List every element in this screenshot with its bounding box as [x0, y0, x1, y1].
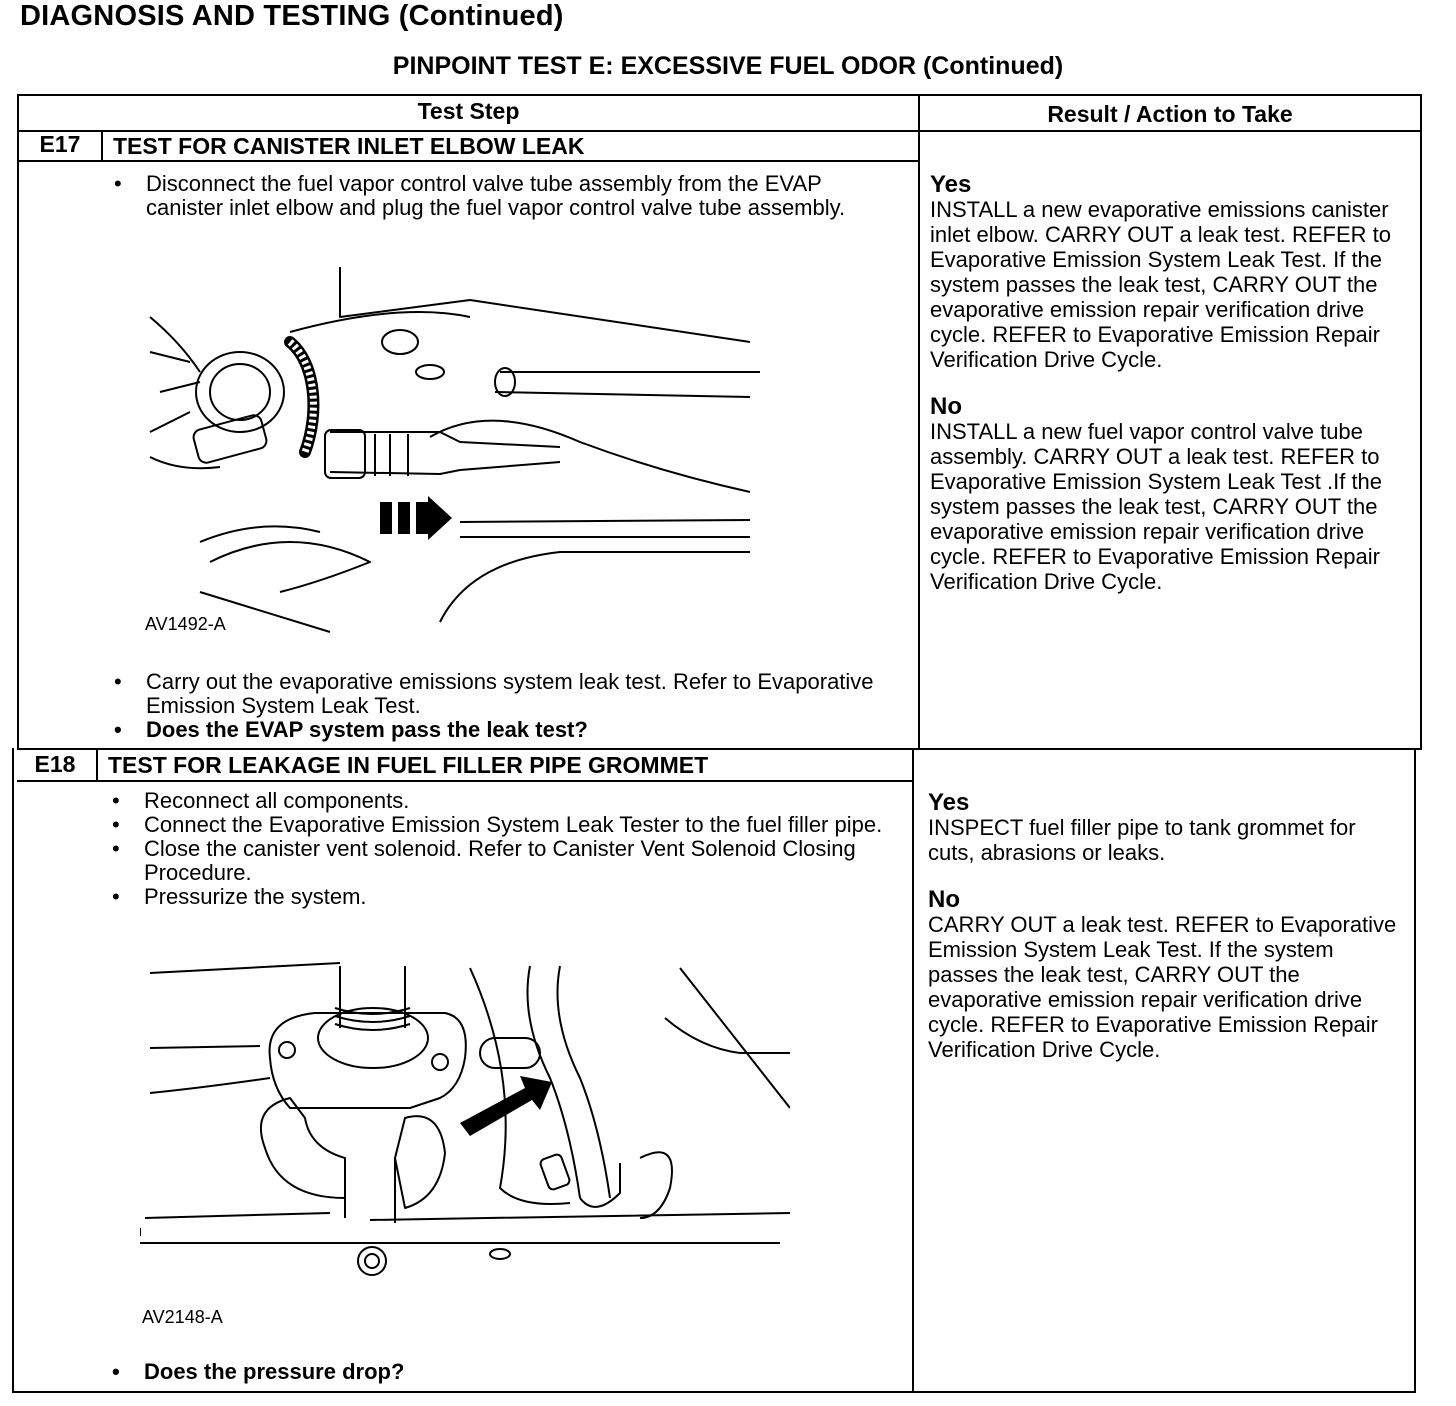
e18-bullets-top	[106, 789, 886, 909]
e17-title-bottom-border	[17, 160, 920, 162]
e17-yes-action: INSTALL a new evaporative emissions canister inlet elbow. CARRY OUT a leak test. REFER to Evaporative Emission System Leak Test. If the system passes the leak test, CARRY OUT the evaporative emission repair verification drive cycle. REFER to Evaporative Emission Repair Verification Drive Cycle.	[930, 197, 1391, 372]
e18-flange-hole-right	[432, 1054, 448, 1070]
e17-no-action: INSTALL a new fuel vapor control valve tube assembly. CARRY OUT a leak test. REFER to Evaporative Emission System Leak Test .If the system passes the leak test, CARRY OUT the evaporative emission repair verification drive cycle. REFER to Evaporative Emission Repair Verification Drive Cycle.	[930, 419, 1383, 594]
e18-grommet-right	[395, 1116, 445, 1208]
table-right-border-upper	[1420, 94, 1422, 750]
e18-tank-contour	[470, 968, 570, 1204]
e17-id-divider	[101, 130, 103, 162]
e17-connector	[192, 414, 268, 465]
e17-bullet-leak-test: • Carry out the evaporative emissions system leak test. Refer to Evaporative Emission System Leak Test.	[108, 670, 888, 718]
e17-step-id: E17	[39, 131, 81, 157]
page-title: DIAGNOSIS AND TESTING (Continued)	[20, 0, 564, 32]
e18-question: • Does the pressure drop?	[106, 1360, 886, 1384]
e18-grommet-left	[261, 1098, 345, 1198]
column-divider-lower	[912, 748, 914, 1393]
e18-clamp	[345, 1158, 395, 1223]
e18-figure-label: AV2148-A	[142, 1307, 223, 1327]
e18-pipe-collar	[318, 1008, 428, 1068]
header-bottom-border	[17, 130, 1422, 132]
e18-tank-lower	[140, 1228, 780, 1243]
e17-yes-label: Yes	[930, 171, 972, 198]
header-result-action: Result / Action to Take	[1047, 101, 1293, 127]
e17-result	[930, 172, 1415, 594]
column-divider-upper	[918, 94, 920, 750]
e17-bottom-border	[17, 748, 1422, 750]
e18-filler-pipe	[340, 966, 405, 1028]
e17-illustration	[140, 262, 790, 642]
pinpoint-test-title: PINPOINT TEST E: EXCESSIVE FUEL ODOR (Continued)	[392, 52, 1064, 80]
e17-bullets-bottom	[108, 670, 888, 742]
e18-no-label: No	[928, 886, 960, 913]
e18-yes-action: INSPECT fuel filler pipe to tank grommet for cuts, abrasions or leaks.	[928, 815, 1356, 865]
e17-bullets-top	[108, 172, 888, 220]
e17-step-title: TEST FOR CANISTER INLET ELBOW LEAK	[113, 133, 585, 159]
e17-tube-rings	[375, 434, 408, 476]
e18-fitting	[539, 1153, 571, 1191]
e17-hose-right	[495, 372, 760, 397]
e18-tank-curve	[640, 1152, 672, 1218]
table-right-border-lower	[1414, 748, 1416, 1393]
e18-bullet-pressurize: • Pressurize the system.	[106, 885, 886, 909]
e17-no-label: No	[930, 393, 962, 420]
e18-title-bottom-border	[17, 780, 914, 782]
e17-lower-curve	[440, 552, 750, 622]
e18-hose-end	[580, 1163, 620, 1207]
e18-nut	[358, 1247, 386, 1275]
e17-slot	[416, 365, 444, 379]
e17-floor-curve	[430, 421, 750, 492]
e17-elbow-inner	[210, 364, 270, 420]
e18-bullets-bottom	[106, 1360, 886, 1384]
e18-flange-plate	[270, 1013, 466, 1108]
table-left-border-upper	[17, 94, 19, 750]
table-bottom-border	[12, 1391, 1416, 1393]
e18-background-lines	[150, 963, 340, 1093]
e17-left-hoses	[150, 317, 200, 432]
e18-step-id: E18	[34, 751, 76, 777]
e18-step-title: TEST FOR LEAKAGE IN FUEL FILLER PIPE GROMMET	[108, 752, 709, 778]
e18-bullet-connect-tester: • Connect the Evaporative Emission System Leak Tester to the fuel filler pipe.	[106, 813, 886, 837]
e17-bullet-disconnect: • Disconnect the fuel vapor control valve tube assembly from the EVAP canister inlet elbow and plug the fuel vapor control valve tube assembly.	[108, 172, 888, 220]
e18-tank-edge	[145, 1213, 790, 1220]
e18-no-action: CARRY OUT a leak test. REFER to Evaporative Emission System Leak Test. If the system passes the leak test, CARRY OUT the evaporative emission repair verification drive cycle. REFER to Evaporative Emission Repair Verification Drive Cycle.	[928, 912, 1397, 1062]
table-top-border	[17, 94, 1422, 96]
e18-right-structure	[665, 968, 790, 1108]
e18-yes-label: Yes	[928, 789, 970, 816]
e17-upper-edge	[290, 312, 470, 332]
e17-figure-label: AV1492-A	[145, 614, 226, 634]
e18-nut-center	[365, 1254, 379, 1268]
e17-rail	[460, 520, 750, 537]
e18-result	[928, 790, 1408, 1062]
e18-flange-hole-left	[279, 1042, 295, 1058]
e17-question: • Does the EVAP system pass the leak test?	[108, 718, 888, 742]
table-left-border-lower	[12, 748, 14, 1393]
e17-bolt-head	[382, 330, 418, 354]
header-test-step: Test Step	[417, 98, 520, 124]
e18-bullet-reconnect: • Reconnect all components.	[106, 789, 886, 813]
e18-tank-slot	[480, 1038, 540, 1068]
e18-illustration	[140, 958, 790, 1303]
e18-id-divider	[96, 748, 98, 782]
e18-bullet-close-solenoid: • Close the canister vent solenoid. Refer to Canister Vent Solenoid Closing Procedure.	[106, 837, 886, 885]
e18-tank-hole	[490, 1249, 510, 1259]
e17-arrow-icon	[380, 496, 452, 540]
e17-quick-connect	[325, 430, 365, 478]
